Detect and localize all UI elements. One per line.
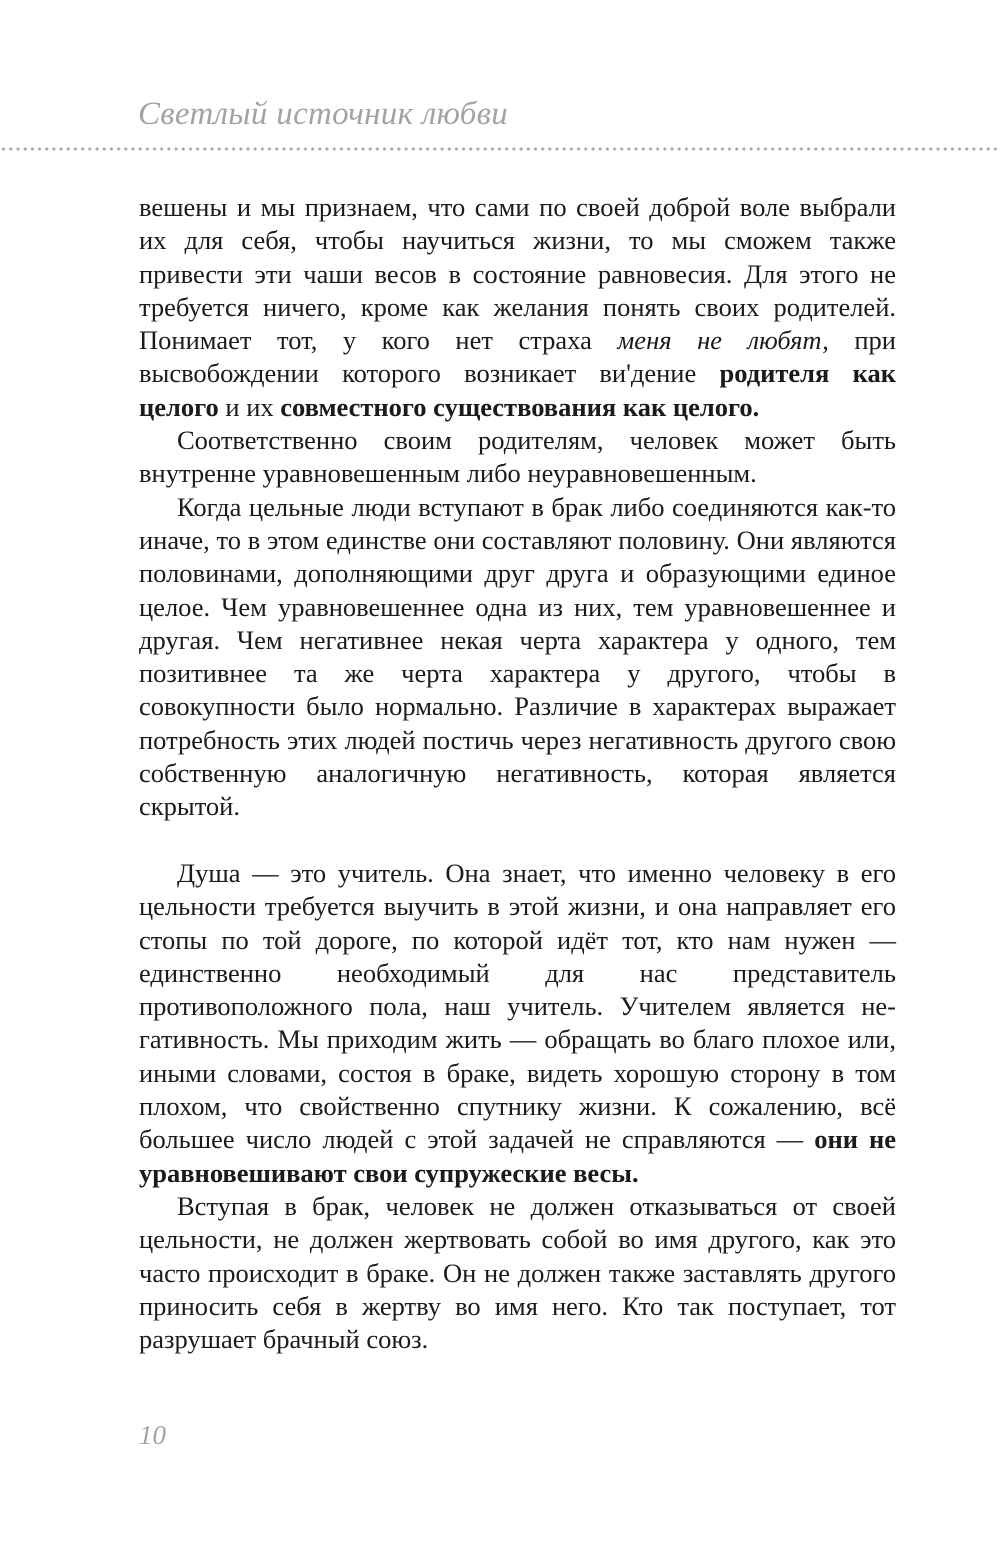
page-number: 10 xyxy=(139,1420,166,1450)
paragraph-1-italic-phrase: меня не любят, xyxy=(617,325,829,356)
page-body-text xyxy=(139,191,896,1356)
paragraph-4-text: Душа — это учитель. Она знает, что именно человеку в его цельности требуется выучить в этой жизни, и она направляет его стопы по той дороге, по которой идёт тот, кто нам нужен — единственно необходимый для нас представитель противоположного пола, наш учитель. Учителем является негативность. Мы приходим жить — обращать во благо плохое или, иными словами, состоя в браке, видеть хорошую сторону в том плохом, что свойственно спутнику жизни. К сожалению, всё большее число людей с этой задачей не справляются — xyxy=(139,857,896,1155)
paragraph-4-bold-phrase: они не уравновешивают свои супружеские весы. xyxy=(139,1124,896,1188)
running-head-title: Светлый источник любви xyxy=(138,96,509,132)
paragraph-5: Вступая в брак, человек не должен отказываться от своей цельности, не должен жертвовать собой во имя другого, как это часто происходит в браке. Он не должен также заставлять другого приносить себя в жертву во имя него. Кто так поступает, тот разрушает брачный союз. xyxy=(139,1190,896,1355)
paragraph-1-bold-phrase-1: родителя как целого xyxy=(139,358,896,422)
paragraph-1-bold-phrase-2: совместного существования как целого. xyxy=(280,391,760,422)
paragraph-4 xyxy=(139,857,896,1190)
paragraph-1-text-b: при высвобождении которого возникает ви'дение xyxy=(139,325,896,389)
dotted-header-rule xyxy=(0,147,1000,151)
paragraph-2: Соответственно своим родителям, человек может быть внутренне уравновешенным либо неуравновешенным. xyxy=(139,425,896,489)
paragraph-3: Когда цельные люди вступают в брак либо соединяются как-то иначе, то в этом единстве они составляют половину. Они являются половинами, дополняющими друг друга и образующими единое целое. Чем уравновешеннее одна из них, тем уравновешеннее и другая. Чем негативнее некая черта характера у одного, тем позитивнее та же черта характера у другого, чтобы в совокупности было нормально. Различие в характерах выражает потребность этих людей постичь через негативность другого свою собственную аналогичную негативность, которая является скрытой. xyxy=(139,491,896,822)
paragraph-1-text-c: и их xyxy=(218,391,281,422)
paragraph-1 xyxy=(139,191,896,424)
paragraph-1-text-a: вешены и мы признаем, что сами по своей доброй воле выбрали их для себя, чтобы научиться жизни, то мы сможем также привести эти чаши весов в состояние равновесия. Для этого не требуется ничего, кроме как желания понять своих родителей. Понимает тот, у кого нет страха xyxy=(139,192,896,356)
